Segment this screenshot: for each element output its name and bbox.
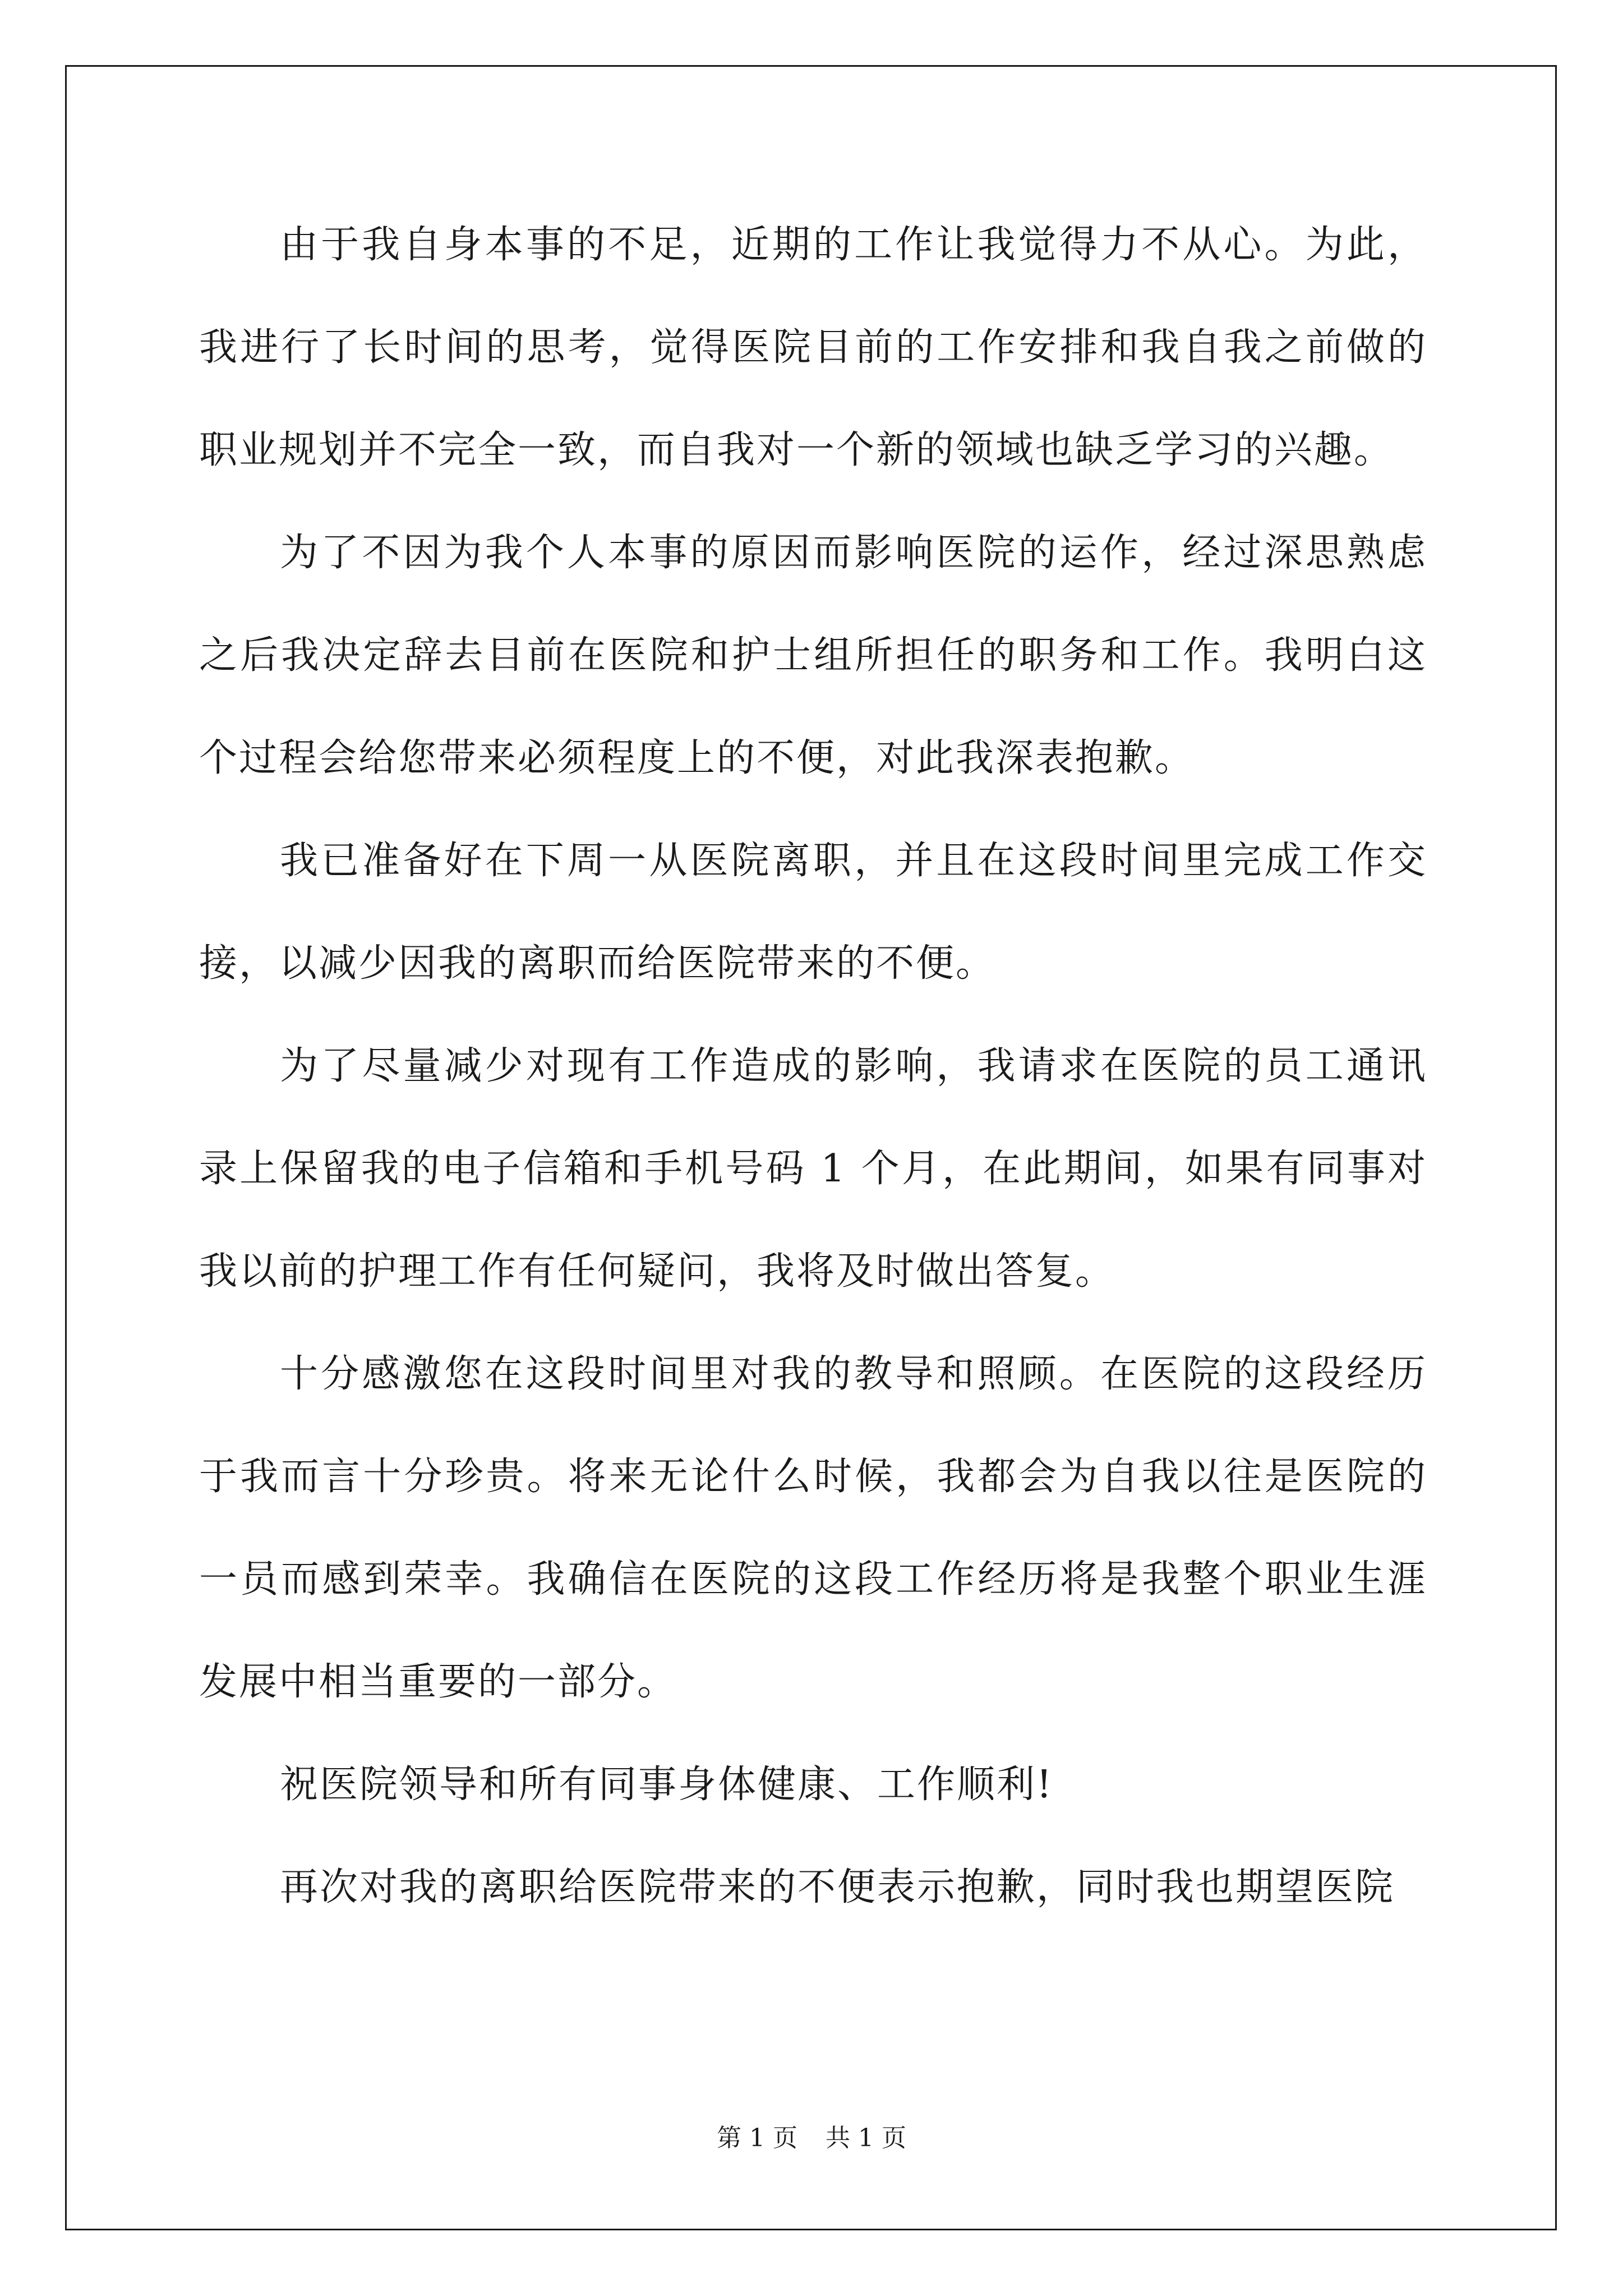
- paragraph-5: 十分感激您在这段时间里对我的教导和照顾。在医院的这段经历于我而言十分珍贵。将来无论什么时候，我都会为自我以往是医院的一员而感到荣幸。我确信在医院的这段工作经历将是我整个职业生涯发展中相当重要的一部分。: [199, 1352, 1427, 1704]
- page-number-current: 第 1 页: [717, 2124, 797, 2152]
- paragraph-6: 祝医院领导和所有同事身体健康、工作顺利!: [280, 1763, 1054, 1807]
- page-number-total: 共 1 页: [826, 2124, 906, 2152]
- paragraph-2: 为了不因为我个人本事的原因而影响医院的运作，经过深思熟虑之后我决定辞去目前在医院和护士组所担任的职务和工作。我明白这个过程会给您带来必须程度上的不便，对此我深表抱歉。: [199, 531, 1427, 780]
- page-footer: [0, 2122, 1623, 2155]
- document-body: [199, 194, 1427, 1939]
- paragraph-7: 再次对我的离职给医院带来的不便表示抱歉，同时我也期望医院: [280, 1865, 1395, 1910]
- paragraph-3: 我已准备好在下周一从医院离职，并且在这段时间里完成工作交接，以减少因我的离职而给医院带来的不便。: [199, 839, 1427, 986]
- paragraph-4: 为了尽量减少对现有工作造成的影响，我请求在医院的员工通讯录上保留我的电子信箱和手机号码 1 个月，在此期间，如果有同事对我以前的护理工作有任何疑问，我将及时做出答复。: [199, 1044, 1427, 1294]
- paragraph-1: 由于我自身本事的不足，近期的工作让我觉得力不从心。为此，我进行了长时间的思考，觉得医院目前的工作安排和我自我之前做的职业规划并不完全一致，而自我对一个新的领域也缺乏学习的兴趣。: [199, 223, 1427, 472]
